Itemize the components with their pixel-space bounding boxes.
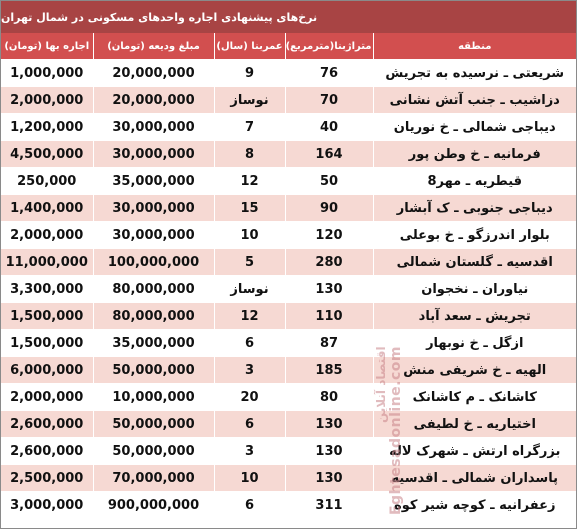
cell-age: 9 bbox=[214, 60, 285, 87]
cell-region: تجریش ـ سعد آباد bbox=[373, 303, 576, 330]
cell-age: 6 bbox=[214, 492, 285, 519]
cell-deposit: 30,000,000 bbox=[93, 141, 214, 168]
watermark-fa: اقتصاد آنلاین bbox=[374, 346, 388, 423]
cell-rent: 2,000,000 bbox=[1, 222, 93, 249]
cell-rent: 2,500,000 bbox=[1, 465, 93, 492]
cell-region: اقدسیه ـ گلستان شمالی bbox=[373, 249, 576, 276]
cell-deposit: 50,000,000 bbox=[93, 357, 214, 384]
cell-deposit: 20,000,000 bbox=[93, 60, 214, 87]
table-row bbox=[1, 384, 576, 411]
cell-area: 164 bbox=[285, 141, 373, 168]
header-rent: اجاره بها (تومان) bbox=[1, 33, 93, 60]
cell-area: 120 bbox=[285, 222, 373, 249]
cell-region: زعفرانیه ـ کوچه شیر کوه bbox=[373, 492, 576, 519]
table-row bbox=[1, 303, 576, 330]
cell-rent: 11,000,000 bbox=[1, 249, 93, 276]
cell-region: کاشانک ـ م کاشانک bbox=[373, 384, 576, 411]
cell-age: 6 bbox=[214, 330, 285, 357]
table-row bbox=[1, 195, 576, 222]
cell-region: پاسداران شمالی ـ اقدسیه bbox=[373, 465, 576, 492]
cell-area: 76 bbox=[285, 60, 373, 87]
cell-region: اختیاریه ـ خ لطیفی bbox=[373, 411, 576, 438]
cell-area: 110 bbox=[285, 303, 373, 330]
cell-rent: 2,000,000 bbox=[1, 384, 93, 411]
cell-region: دیباجی شمالی ـ خ نوریان bbox=[373, 114, 576, 141]
cell-region: فرمانیه ـ خ وطن پور bbox=[373, 141, 576, 168]
table-row bbox=[1, 330, 576, 357]
cell-region: شریعتی ـ نرسیده به تجریش bbox=[373, 60, 576, 87]
cell-rent: 6,000,000 bbox=[1, 357, 93, 384]
cell-rent: 3,000,000 bbox=[1, 492, 93, 519]
cell-age: 12 bbox=[214, 168, 285, 195]
cell-region: قیطریه ـ مهر8 bbox=[373, 168, 576, 195]
cell-age: 15 bbox=[214, 195, 285, 222]
cell-deposit: 35,000,000 bbox=[93, 168, 214, 195]
cell-rent: 250,000 bbox=[1, 168, 93, 195]
rent-table bbox=[1, 33, 576, 518]
cell-age: 5 bbox=[214, 249, 285, 276]
table-row bbox=[1, 168, 576, 195]
cell-area: 130 bbox=[285, 438, 373, 465]
header-area: متراژ‌بنا(مترمربع) bbox=[285, 33, 373, 60]
cell-age: 8 bbox=[214, 141, 285, 168]
table-row bbox=[1, 276, 576, 303]
table-body bbox=[1, 60, 576, 519]
cell-age: نوساز bbox=[214, 276, 285, 303]
cell-area: 311 bbox=[285, 492, 373, 519]
watermark-en: Eghtesadonline.com bbox=[388, 346, 404, 516]
cell-rent: 1,500,000 bbox=[1, 330, 93, 357]
cell-area: 130 bbox=[285, 276, 373, 303]
cell-age: نوساز bbox=[214, 87, 285, 114]
cell-age: 3 bbox=[214, 357, 285, 384]
cell-area: 130 bbox=[285, 465, 373, 492]
cell-area: 87 bbox=[285, 330, 373, 357]
table-row bbox=[1, 438, 576, 465]
cell-deposit: 50,000,000 bbox=[93, 411, 214, 438]
cell-deposit: 50,000,000 bbox=[93, 438, 214, 465]
cell-region: دزاشیب ـ جنب آتش نشانی bbox=[373, 87, 576, 114]
cell-rent: 2,000,000 bbox=[1, 87, 93, 114]
cell-area: 50 bbox=[285, 168, 373, 195]
cell-rent: 1,000,000 bbox=[1, 60, 93, 87]
cell-rent: 1,500,000 bbox=[1, 303, 93, 330]
cell-age: 12 bbox=[214, 303, 285, 330]
cell-age: 3 bbox=[214, 438, 285, 465]
cell-rent: 1,200,000 bbox=[1, 114, 93, 141]
header-deposit: مبلغ ودیعه (تومان) bbox=[93, 33, 214, 60]
cell-area: 80 bbox=[285, 384, 373, 411]
table-row bbox=[1, 357, 576, 384]
cell-region: دیباجی جنوبی ـ ک آبشار bbox=[373, 195, 576, 222]
table-row bbox=[1, 249, 576, 276]
table-row bbox=[1, 114, 576, 141]
cell-rent: 2,600,000 bbox=[1, 438, 93, 465]
table-row bbox=[1, 141, 576, 168]
cell-age: 20 bbox=[214, 384, 285, 411]
cell-region: ازگل ـ خ نوبهار bbox=[373, 330, 576, 357]
cell-age: 10 bbox=[214, 222, 285, 249]
cell-rent: 4,500,000 bbox=[1, 141, 93, 168]
cell-region: بزرگراه ارتش ـ شهرک لاله bbox=[373, 438, 576, 465]
header-region: منطقه bbox=[373, 33, 576, 60]
table-row bbox=[1, 87, 576, 114]
cell-area: 130 bbox=[285, 411, 373, 438]
cell-rent: 1,400,000 bbox=[1, 195, 93, 222]
cell-age: 10 bbox=[214, 465, 285, 492]
cell-area: 70 bbox=[285, 87, 373, 114]
cell-deposit: 80,000,000 bbox=[93, 303, 214, 330]
table-row bbox=[1, 492, 576, 519]
cell-deposit: 35,000,000 bbox=[93, 330, 214, 357]
cell-deposit: 30,000,000 bbox=[93, 114, 214, 141]
cell-deposit: 30,000,000 bbox=[93, 195, 214, 222]
cell-deposit: 100,000,000 bbox=[93, 249, 214, 276]
cell-deposit: 20,000,000 bbox=[93, 87, 214, 114]
table-row bbox=[1, 411, 576, 438]
cell-area: 185 bbox=[285, 357, 373, 384]
cell-deposit: 30,000,000 bbox=[93, 222, 214, 249]
cell-rent: 3,300,000 bbox=[1, 276, 93, 303]
cell-deposit: 900,000,000 bbox=[93, 492, 214, 519]
cell-area: 280 bbox=[285, 249, 373, 276]
cell-deposit: 10,000,000 bbox=[93, 384, 214, 411]
cell-region: نیاوران ـ نخجوان bbox=[373, 276, 576, 303]
cell-rent: 2,600,000 bbox=[1, 411, 93, 438]
cell-region: الهیه ـ خ شریفی منش bbox=[373, 357, 576, 384]
table-row bbox=[1, 465, 576, 492]
header-age: عمربنا (سال) bbox=[214, 33, 285, 60]
table-row bbox=[1, 222, 576, 249]
cell-area: 40 bbox=[285, 114, 373, 141]
cell-region: بلوار اندرزگو ـ خ بوعلی bbox=[373, 222, 576, 249]
cell-area: 90 bbox=[285, 195, 373, 222]
cell-age: 7 bbox=[214, 114, 285, 141]
header-row bbox=[1, 33, 576, 60]
cell-age: 6 bbox=[214, 411, 285, 438]
table-title: نرخ‌های پیشنهادی اجاره واحدهای مسکونی در شمال تهران bbox=[1, 1, 576, 33]
table-row bbox=[1, 60, 576, 87]
cell-deposit: 70,000,000 bbox=[93, 465, 214, 492]
cell-deposit: 80,000,000 bbox=[93, 276, 214, 303]
